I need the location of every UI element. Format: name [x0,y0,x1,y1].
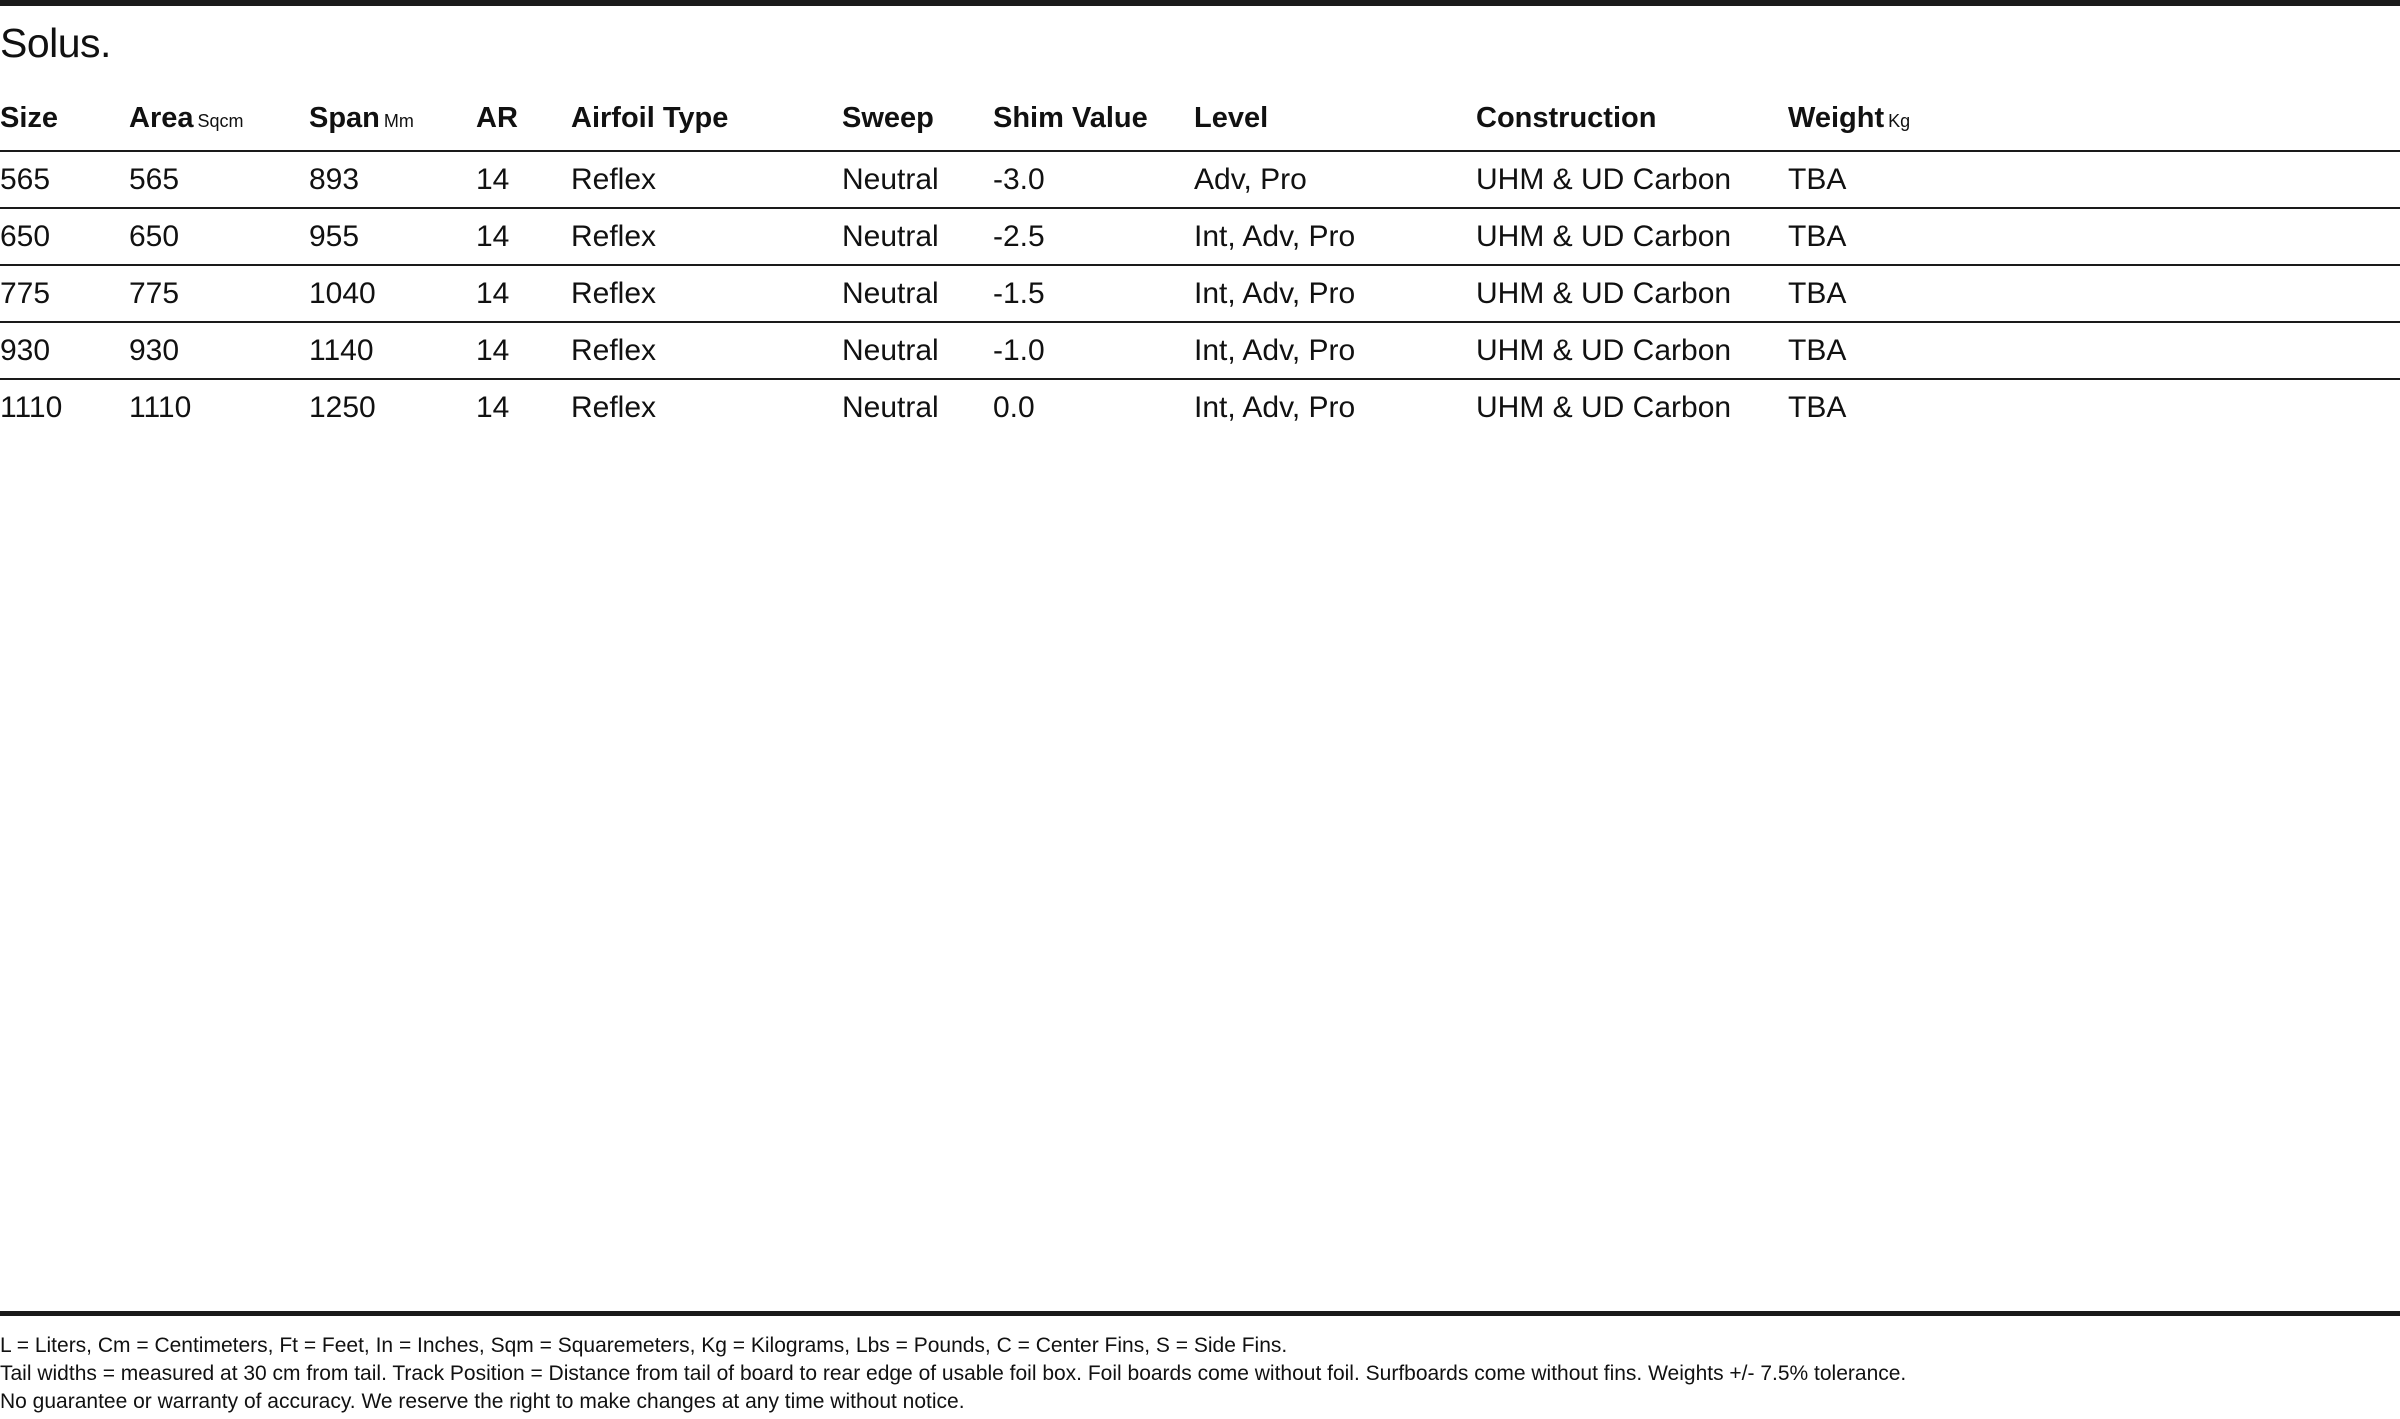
cell-shim-value: -1.0 [993,322,1194,379]
cell-construction: UHM & UD Carbon [1476,265,1788,322]
header-span [309,86,476,151]
header-weight [1788,86,2400,151]
header-shim-value-label: Shim Value [993,101,1148,134]
header-construction-label: Construction [1476,101,1657,134]
header-ar [476,86,571,151]
cell-span: 1250 [309,390,376,424]
header-span-unit: Mm [383,110,414,131]
cell-airfoil-type: Reflex [571,322,842,379]
header-level [1194,86,1476,151]
cell-weight: TBA [1788,322,2400,379]
table-row [0,379,2400,435]
cell-airfoil-type: Reflex [571,151,842,208]
cell-construction: UHM & UD Carbon [1476,390,1732,424]
cell-level: Int, Adv, Pro [1194,208,1476,265]
cell-sweep: Neutral [842,390,939,424]
header-level-label: Level [1194,101,1269,134]
header-area [129,86,309,151]
footer-rule [0,1311,2400,1316]
cell-size: 565 [0,151,129,208]
cell-area: 1110 [129,390,192,424]
cell-weight: TBA [1788,390,1847,424]
cell-shim-value: -3.0 [993,151,1194,208]
cell-shim-value: -1.5 [993,265,1194,322]
spec-table [0,86,2400,435]
page-title: Solus. [0,20,111,66]
cell-sweep: Neutral [842,265,993,322]
footnote-abbreviations: L = Liters, Cm = Centimeters, Ft = Feet, In = Inches, Sqm = Squaremeters, Kg = Kilograms, Lbs = Pounds, C = Center Fins, S = Side Fins. [0,1334,1288,1357]
cell-sweep: Neutral [842,208,993,265]
header-sweep-label: Sweep [842,101,934,134]
cell-level: Adv, Pro [1194,151,1476,208]
cell-span: 893 [309,151,476,208]
header-span-label: Span [309,101,380,134]
cell-airfoil-type: Reflex [571,208,842,265]
header-weight-label: Weight [1788,101,1885,134]
cell-airfoil-type: Reflex [571,265,842,322]
footnotes [0,1332,2400,1416]
header-area-label: Area [129,101,194,134]
cell-size: 775 [0,265,129,322]
header-airfoil-type [571,86,842,151]
header-size [0,86,129,151]
cell-construction: UHM & UD Carbon [1476,322,1788,379]
header-construction [1476,86,1788,151]
cell-size: 650 [0,208,129,265]
header-shim-value [993,86,1194,151]
header-size-label: Size [0,101,59,134]
cell-level: Int, Adv, Pro [1194,265,1476,322]
cell-ar: 14 [476,265,571,322]
header-row [0,86,2400,151]
table-row [0,322,2400,379]
cell-sweep: Neutral [842,322,993,379]
table-row [0,208,2400,265]
cell-sweep: Neutral [842,151,993,208]
cell-area: 930 [129,322,309,379]
cell-ar: 14 [476,208,571,265]
cell-level: Int, Adv, Pro [1194,322,1476,379]
top-rule [0,0,2400,6]
cell-shim-value: 0.0 [993,390,1035,424]
cell-weight: TBA [1788,265,2400,322]
cell-weight: TBA [1788,208,2400,265]
cell-ar: 14 [476,151,571,208]
cell-ar: 14 [476,322,571,379]
cell-weight: TBA [1788,151,2400,208]
cell-construction: UHM & UD Carbon [1476,151,1788,208]
footnote-measurements: Tail widths = measured at 30 cm from tail. Track Position = Distance from tail of board to rear edge of usable foil box. Foil boards come without foil. Surfboards come without fins. Weights +/- 7.5% tolerance. [0,1362,1907,1385]
cell-shim-value: -2.5 [993,208,1194,265]
header-airfoil-type-label: Airfoil Type [571,101,729,134]
cell-size: 930 [0,322,129,379]
cell-area: 775 [129,265,309,322]
header-area-unit: Sqcm [197,110,244,131]
cell-size: 1110 [0,390,63,424]
table-row [0,265,2400,322]
cell-area: 565 [129,151,309,208]
cell-span: 1040 [309,265,476,322]
cell-level: Int, Adv, Pro [1194,390,1356,424]
cell-area: 650 [129,208,309,265]
header-ar-label: AR [476,101,518,134]
footnote-disclaimer: No guarantee or warranty of accuracy. We reserve the right to make changes at any time without notice. [0,1390,965,1413]
cell-span: 1140 [309,322,476,379]
cell-span: 955 [309,208,476,265]
header-sweep [842,86,993,151]
cell-construction: UHM & UD Carbon [1476,208,1788,265]
cell-airfoil-type: Reflex [571,390,657,424]
header-weight-unit: Kg [1888,110,1911,131]
table-row [0,151,2400,208]
cell-ar: 14 [476,390,510,424]
